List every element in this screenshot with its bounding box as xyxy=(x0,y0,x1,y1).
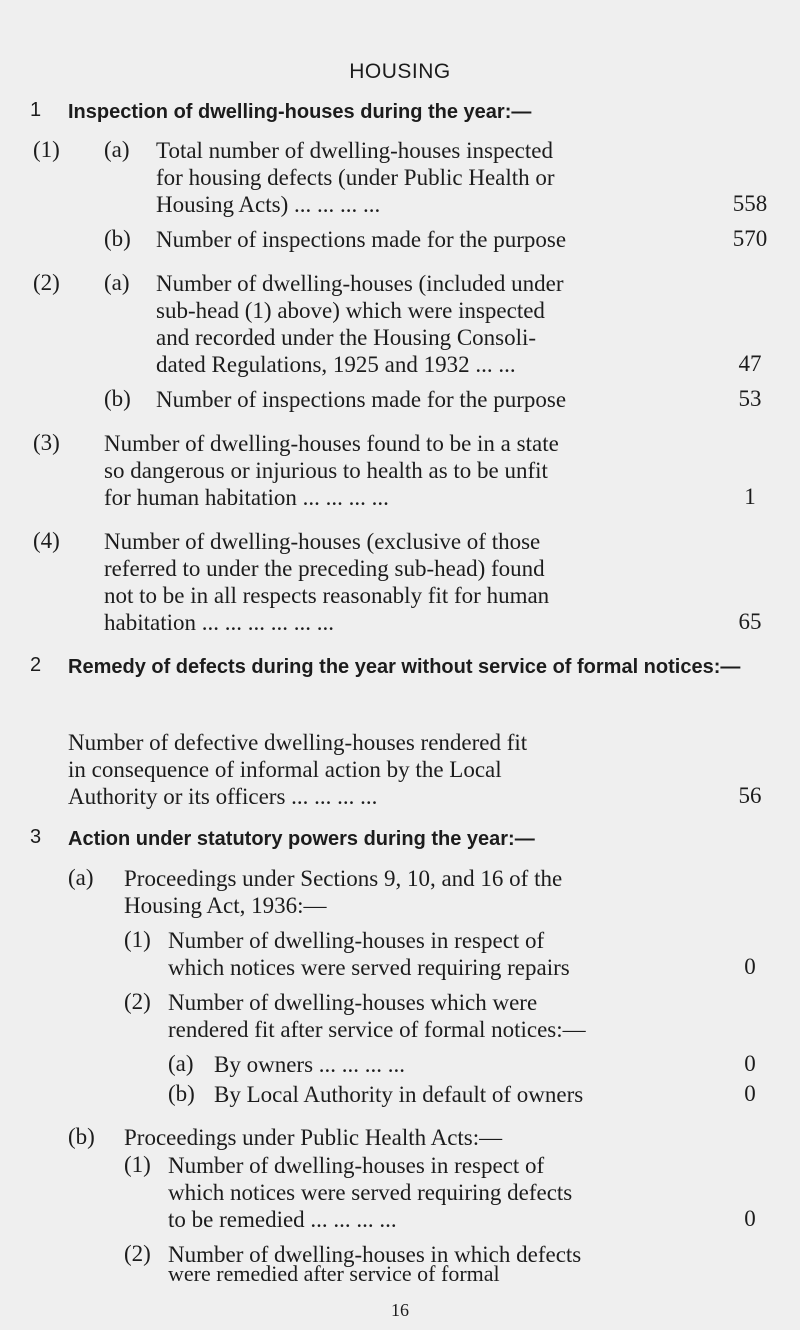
section-number: 1 xyxy=(30,99,42,121)
item-number: (1) xyxy=(124,927,151,952)
value: 56 xyxy=(738,783,762,808)
item-number: (1) xyxy=(124,1152,151,1177)
text-line: rendered fit after service of formal notices:— xyxy=(168,1017,586,1042)
text-line: Number of dwelling-houses in which defects xyxy=(168,1242,582,1267)
text-line: sub-head (1) above) which were inspected xyxy=(156,298,545,323)
text-line: By owners ... ... ... ... xyxy=(214,1052,406,1077)
value: 53 xyxy=(738,386,762,411)
page-title: HOUSING xyxy=(349,60,451,83)
text-line: Proceedings under Sections 9, 10, and 16 of the xyxy=(124,866,563,891)
item-number: (2) xyxy=(124,989,151,1014)
text-line: to be remedied ... ... ... ... xyxy=(168,1207,397,1232)
text-line: Number of inspections made for the purpose xyxy=(156,387,567,412)
text-line: Number of dwelling-houses (exclusive of those xyxy=(104,529,541,554)
value: 570 xyxy=(732,226,768,251)
item-number: (1) xyxy=(33,137,60,162)
text-line: referred to under the preceding sub-head) found xyxy=(104,556,545,581)
value: 0 xyxy=(744,1081,756,1106)
section-heading: Remedy of defects during the year without service of formal notices:— xyxy=(68,656,741,678)
text-line: Housing Acts) ... ... ... ... xyxy=(156,192,381,217)
text-line: not to be in all respects reasonably fit for human xyxy=(104,583,550,608)
text-line: Number of dwelling-houses which were xyxy=(168,990,538,1015)
sub-label: (a) xyxy=(104,270,130,295)
text-line: which notices were served requiring defects xyxy=(168,1180,573,1205)
text-line: By Local Authority in default of owners xyxy=(214,1082,584,1107)
text-line: Number of inspections made for the purpose xyxy=(156,227,567,252)
text-line: Number of dwelling-houses found to be in a state xyxy=(104,431,559,456)
value: 1 xyxy=(744,484,756,509)
text-line: Total number of dwelling-houses inspected xyxy=(156,138,553,163)
value: 65 xyxy=(738,609,762,634)
sub-label: (a) xyxy=(68,865,94,890)
text-line: in consequence of informal action by the Local xyxy=(68,757,502,782)
text-line: were remedied after service of formal xyxy=(168,1261,500,1286)
section-number: 3 xyxy=(30,826,42,848)
text-line: habitation ... ... ... ... ... ... xyxy=(104,610,334,635)
value: 0 xyxy=(744,1051,756,1076)
text-line: Number of defective dwelling-houses rendered fit xyxy=(68,730,528,755)
text-line: which notices were served requiring repairs xyxy=(168,955,570,980)
text-line: so dangerous or injurious to health as to be unfit xyxy=(104,458,548,483)
sub-label: (a) xyxy=(104,137,130,162)
text-line: dated Regulations, 1925 and 1932 ... ... xyxy=(156,352,516,377)
text-line: for human habitation ... ... ... ... xyxy=(104,485,389,510)
text-line: Proceedings under Public Health Acts:— xyxy=(124,1125,503,1150)
text-line: Authority or its officers ... ... ... ... xyxy=(68,784,378,809)
section-heading: Action under statutory powers during the year:— xyxy=(68,828,535,850)
value: 47 xyxy=(738,351,762,376)
value: 0 xyxy=(744,954,756,979)
sub-label: (b) xyxy=(104,386,131,411)
section-number: 2 xyxy=(30,654,42,676)
sub-label: (a) xyxy=(168,1051,194,1076)
value: 558 xyxy=(732,191,768,216)
text-line: Number of dwelling-houses in respect of xyxy=(168,1153,545,1178)
text-line: for housing defects (under Public Health or xyxy=(156,165,555,190)
text-line: Housing Act, 1936:— xyxy=(124,893,327,918)
sub-label: (b) xyxy=(168,1081,195,1106)
text-line: and recorded under the Housing Consoli- xyxy=(156,325,537,350)
sub-label: (b) xyxy=(68,1124,95,1149)
sub-label: (b) xyxy=(104,226,131,251)
text-line: Number of dwelling-houses (included under xyxy=(156,271,564,296)
page-number: 16 xyxy=(391,1300,409,1320)
item-number: (2) xyxy=(124,1241,151,1266)
value: 0 xyxy=(744,1206,756,1231)
section-heading: Inspection of dwelling-houses during the year:— xyxy=(68,101,532,123)
item-number: (2) xyxy=(33,270,60,295)
text-line: Number of dwelling-houses in respect of xyxy=(168,928,545,953)
item-number: (3) xyxy=(33,430,60,455)
item-number: (4) xyxy=(33,528,60,553)
